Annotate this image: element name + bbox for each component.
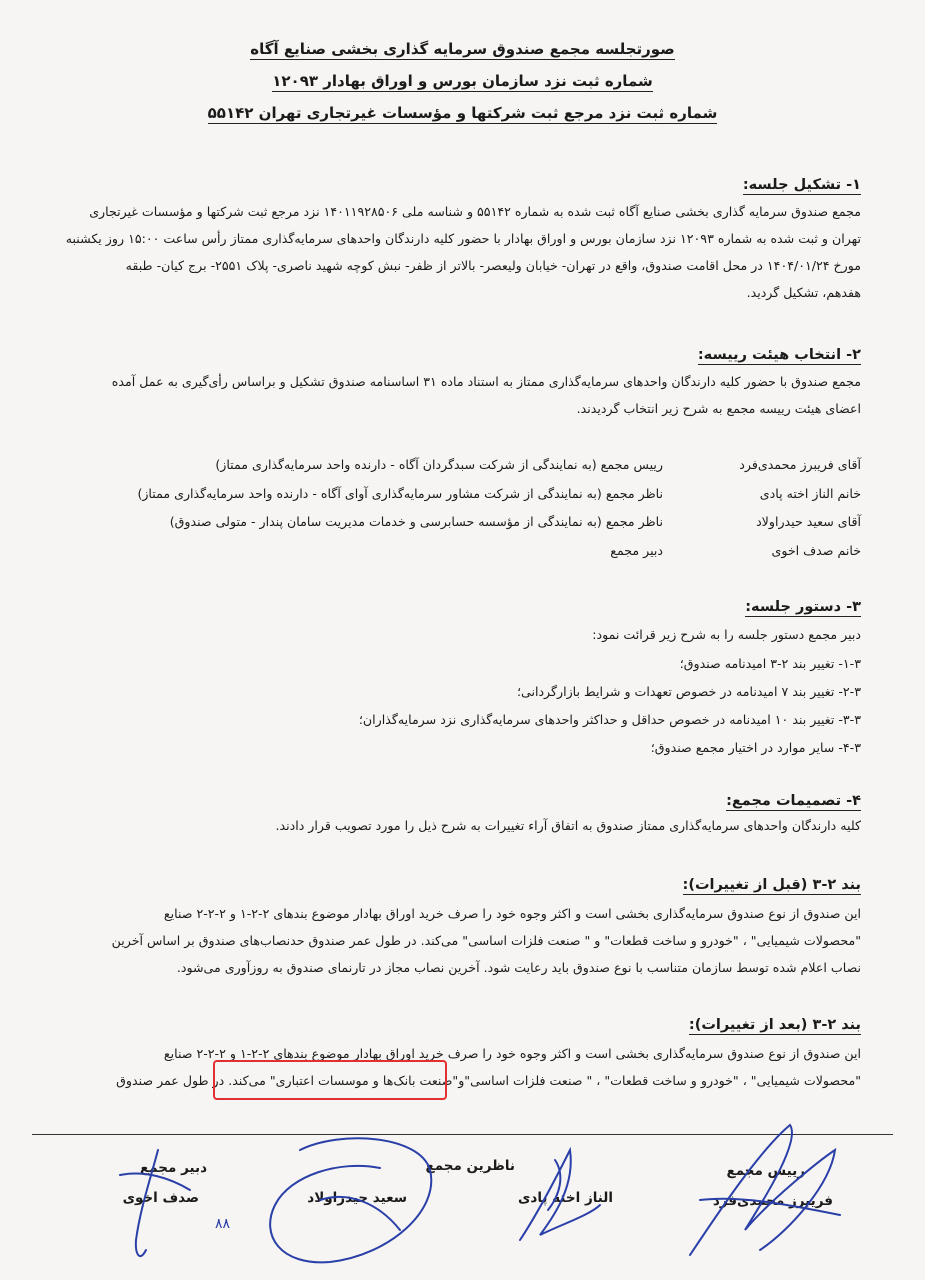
doc-bourse-registration: شماره ثبت نزد سازمان بورس و اوراق بهادار ۱۲۰۹۳ xyxy=(272,72,653,90)
supervisor-1-signature-scribble xyxy=(520,1150,600,1240)
member-role: رییس مجمع (به نمایندگی از شرکت سبدگردان آگاه - دارنده واحد سرمایه‌گذاری ممتاز) xyxy=(215,457,663,472)
clause-before-text: این صندوق از نوع صندوق سرمایه‌گذاری بخشی است و اکثر وجوه خود را صرف خرید اوراق بهادار موضوع بندهای ۲-۲-۱ و ۲-۲-۲ صنایع "محصولات شیمیایی" ، "خودرو و ساخت قطعات" و " صنعت فلزات اساسی" می‌کند. در طول عمر صندوق حدنصاب‌های صندوق بر اساس آخرین نصاب اعلام شده توسط سازمان متناسب با نوع صندوق باید رعایت شود. آخرین نصاب مجاز در تارنمای صندوق به روزآوری می‌شود. xyxy=(111,906,861,975)
member-role: ناظر مجمع (به نمایندگی از مؤسسه حسابرسی و خدمات مدیریت سامان پندار - متولی صندوق) xyxy=(169,514,663,529)
agenda-item: ۱-۳- تغییر بند ۲-۳ امیدنامه صندوق؛ xyxy=(679,656,861,671)
handwritten-note: ۸۸ xyxy=(215,1216,231,1232)
secretary-name: صدف اخوی xyxy=(122,1190,199,1206)
highlighted-amendment: و"صنعت بانک‌ها و موسسات اعتباری" xyxy=(269,1073,465,1088)
clause-after-heading: بند ۲-۳ (بعد از تغییرات): xyxy=(688,1017,861,1033)
section-2-heading: ۲- انتخاب هیئت رییسه: xyxy=(697,347,861,363)
member-name: آقای فریبرز محمدی‌فرد xyxy=(739,457,861,472)
supervisor-1-name: الناز اخته پادی xyxy=(518,1190,613,1206)
section-4-heading: ۴- تصمیمات مجمع: xyxy=(726,793,861,809)
member-name: آقای سعید حیدراولاد xyxy=(756,514,861,529)
agenda-item: ۳-۳- تغییر بند ۱۰ امیدنامه در خصوص حداقل و حداکثر واحدهای سرمایه‌گذاری نزد سرمایه‌گذاران؛ xyxy=(358,712,861,727)
supervisors-title: ناظرین مجمع xyxy=(425,1158,515,1174)
section-3-heading: ۳- دستور جلسه: xyxy=(745,599,861,615)
clause-before-heading: بند ۲-۳ (قبل از تغییرات): xyxy=(682,877,861,893)
secretary-signature-scribble xyxy=(136,1150,158,1256)
doc-title: صورتجلسه مجمع صندوق سرمایه گذاری بخشی صنایع آگاه xyxy=(250,40,675,58)
agenda-item: ۲-۳- تغییر بند ۷ امیدنامه در خصوص تعهدات و شرایط بازارگردانی؛ xyxy=(516,684,861,699)
agenda-intro: دبیر مجمع دستور جلسه را به شرح زیر قرائت نمود: xyxy=(592,627,861,642)
member-name: خانم صدف اخوی xyxy=(771,543,861,558)
chair-signature-scribble xyxy=(690,1125,835,1255)
clause-after-text: این صندوق از نوع صندوق سرمایه‌گذاری بخشی است و اکثر وجوه خود را صرف خرید اوراق بهادار موضوع بندهای ۲-۲-۱ و ۲-۲-۲ صنایع "محصولات شیمیایی" ، "خودرو و ساخت قطعات" ، " صنعت فلزات اساسی"و"صنعت بانک‌ها و موسسات اعتباری" می‌کند. در طول عمر صندوق xyxy=(116,1046,861,1088)
decision-text: کلیه دارندگان واحدهای سرمایه‌گذاری ممتاز صندوق به اتفاق آراء تغییرات به شرح ذیل را مورد تصویب قرار دادند. xyxy=(275,818,861,833)
supervisor-2-name: سعید حیدراولاد xyxy=(307,1190,407,1206)
agenda-item: ۴-۳- سایر موارد در اختیار مجمع صندوق؛ xyxy=(650,740,861,755)
member-role: ناظر مجمع (به نمایندگی از شرکت مشاور سرمایه‌گذاری آوای آگاه - دارنده واحد سرمایه‌گذاری ممتاز) xyxy=(137,486,663,501)
section-1-heading: ۱- تشکیل جلسه: xyxy=(742,177,861,193)
section-2-text: مجمع صندوق با حضور کلیه دارندگان واحدهای سرمایه‌گذاری ممتاز به استناد ماده ۳۱ اساسنامه صندوق تشکیل و براساس رأی‌گیری به عمل آمده اعضای هیئت رییسه مجمع به شرح زیر انتخاب گردیدند. xyxy=(111,374,861,416)
chair-title: رییس مجمع xyxy=(726,1163,805,1179)
member-role: دبیر مجمع xyxy=(610,543,663,558)
chair-name: فریبرز محمدی‌فرد xyxy=(712,1193,833,1209)
supervisor-2-signature-scribble xyxy=(270,1138,431,1262)
secretary-title: دبیر مجمع xyxy=(140,1160,207,1176)
doc-company-registration: شماره ثبت نزد مرجع ثبت شرکتها و مؤسسات غیرتجاری تهران ۵۵۱۴۲ xyxy=(207,104,718,122)
section-1-text: مجمع صندوق سرمایه گذاری بخشی صنایع آگاه ثبت شده به شماره ۵۵۱۴۲ و شناسه ملی ۱۴۰۱۱۹۲۸۵۰۶ نزد مرجع ثبت شرکتها و مؤسسات غیرتجاری تهران و ثبت شده به شماره ۱۲۰۹۳ نزد سازمان بورس و اوراق بهادار با حضور کلیه دارندگان واحدهای سرمایه‌گذاری ممتاز رأس ساعت ۱۵:۰۰ روز یکشنبه مورخ ۱۴۰۴/۰۱/۲۴ در محل اقامت صندوق، واقع در تهران- خیابان ولیعصر- بالاتر از ظفر- نبش کوچه شهید ناصری- پلاک ۲۵۵۱- برج کیان- طبقه هفدهم، تشکیل گردید. xyxy=(65,204,861,300)
member-name: خانم الناز اخته پادی xyxy=(759,486,861,501)
